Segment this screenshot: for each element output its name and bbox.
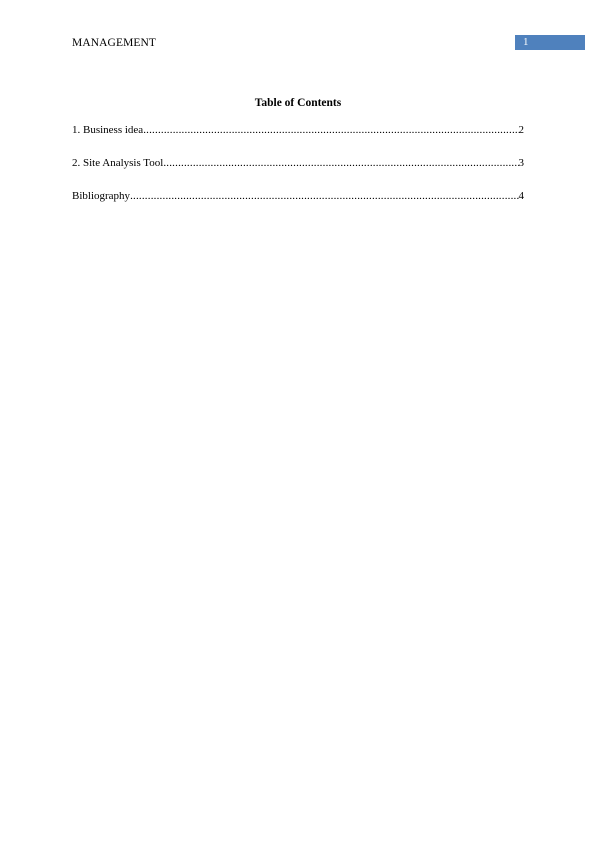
toc-entry-label: 2. Site Analysis Tool bbox=[72, 157, 164, 169]
toc-entry-page: 3 bbox=[518, 157, 524, 169]
toc-dot-leader bbox=[143, 123, 518, 137]
toc-entry-site-analysis-tool[interactable] bbox=[72, 156, 524, 170]
header-title: MANAGEMENT bbox=[72, 37, 157, 49]
page-number: 1 bbox=[523, 36, 529, 48]
toc-entry-bibliography[interactable] bbox=[72, 189, 524, 203]
toc-title: Table of Contents bbox=[254, 97, 342, 109]
toc-dot-leader bbox=[163, 156, 518, 170]
toc-list bbox=[72, 123, 524, 222]
toc-entry-page: 2 bbox=[518, 124, 524, 136]
toc-entry-page: 4 bbox=[518, 190, 524, 202]
toc-dot-leader bbox=[130, 189, 518, 203]
page-number-box bbox=[515, 35, 585, 50]
toc-entry-business-idea[interactable] bbox=[72, 123, 524, 137]
toc-entry-label: Bibliography bbox=[72, 190, 131, 202]
toc-entry-label: 1. Business idea bbox=[72, 124, 144, 136]
